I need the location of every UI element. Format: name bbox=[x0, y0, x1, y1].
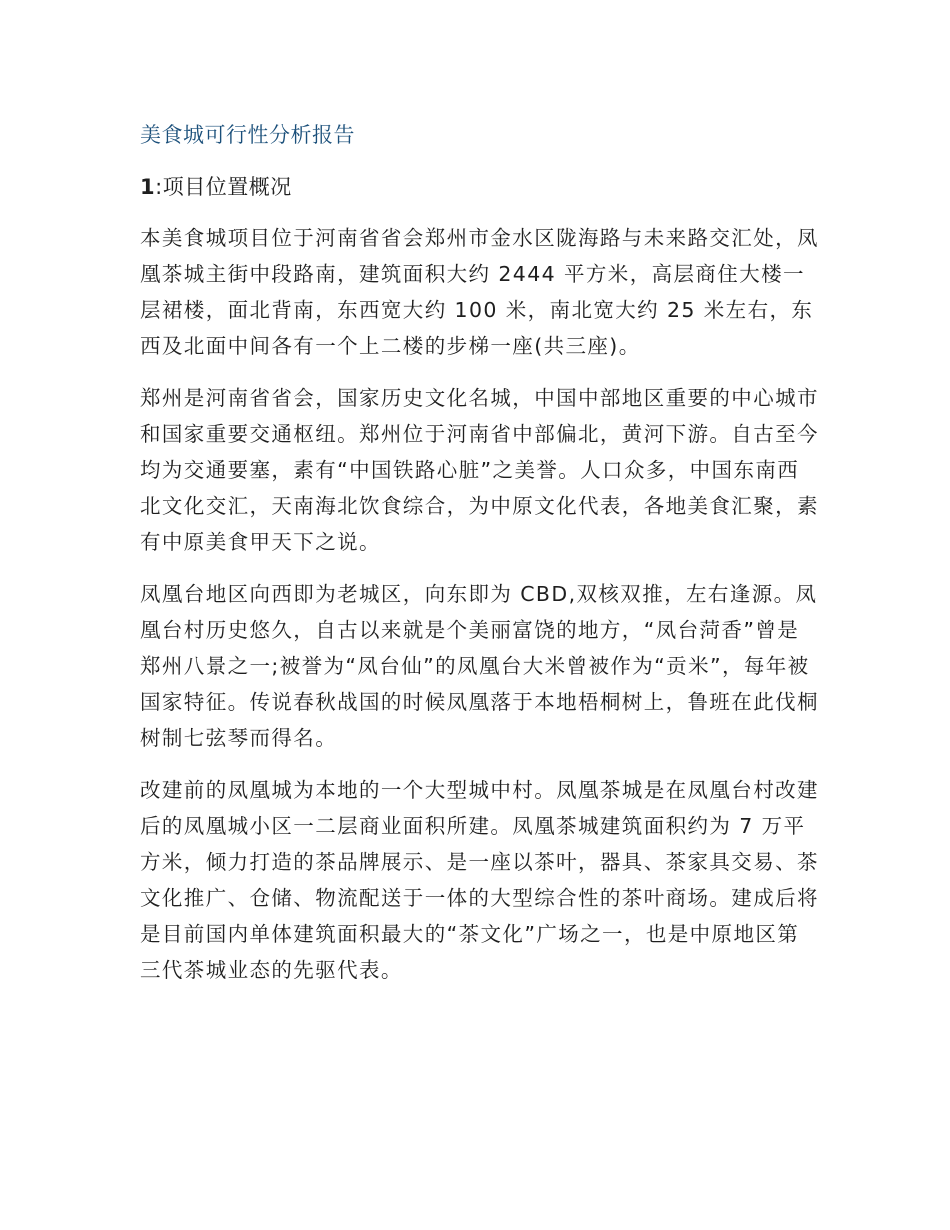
section-number: 1 bbox=[140, 175, 156, 199]
section-separator: : bbox=[155, 175, 163, 199]
paragraph-project-location: 本美食城项目位于河南省省会郑州市金水区陇海路与未来路交汇处，凤凰茶城主街中段路南，建筑面积大约 2444 平方米，高层商住大楼一层裙楼，面北背南，东西宽大约 100 米，南北宽大约 25 米左右，东西及北面中间各有一个上二楼的步梯一座(共三座)。 bbox=[140, 226, 819, 358]
paragraph-tea-city: 改建前的凤凰城为本地的一个大型城中村。凤凰茶城是在凤凰台村改建后的凤凰城小区一二层商业面积所建。凤凰茶城建筑面积约为 7 万平方米，倾力打造的茶品牌展示、是一座以茶叶，器具、茶家具交易、茶文化推广、仓储、物流配送于一体的大型综合性的茶叶商场。建成后将是目前国内单体建筑面积最大的“茶文化”广场之一，也是中原地区第三代茶城业态的先驱代表。 bbox=[140, 778, 819, 982]
paragraph-zhengzhou-overview: 郑州是河南省省会，国家历史文化名城，中国中部地区重要的中心城市和国家重要交通枢纽。郑州位于河南省中部偏北，黄河下游。自古至今均为交通要塞，素有“中国铁路心脏”之美誉。人口众多，中国东南西北文化交汇，天南海北饮食综合，为中原文化代表，各地美食汇聚，素有中原美食甲天下之说。 bbox=[140, 386, 819, 554]
section-heading bbox=[140, 170, 820, 204]
document-body bbox=[140, 118, 820, 1004]
section-heading-text: 项目位置概况 bbox=[162, 175, 292, 199]
document-title: 美食城可行性分析报告 bbox=[140, 123, 355, 147]
paragraph-fenghuangtai-history: 凤凰台地区向西即为老城区，向东即为 CBD,双核双推，左右逢源。凤凰台村历史悠久，自古以来就是个美丽富饶的地方，“凤台菏香”曾是郑州八景之一;被誉为“凤台仙”的凤凰台大米曾被作为“贡米”，每年被国家特征。传说春秋战国的时候凤凰落于本地梧桐树上，鲁班在此伐桐树制七弦琴而得名。 bbox=[140, 582, 819, 750]
